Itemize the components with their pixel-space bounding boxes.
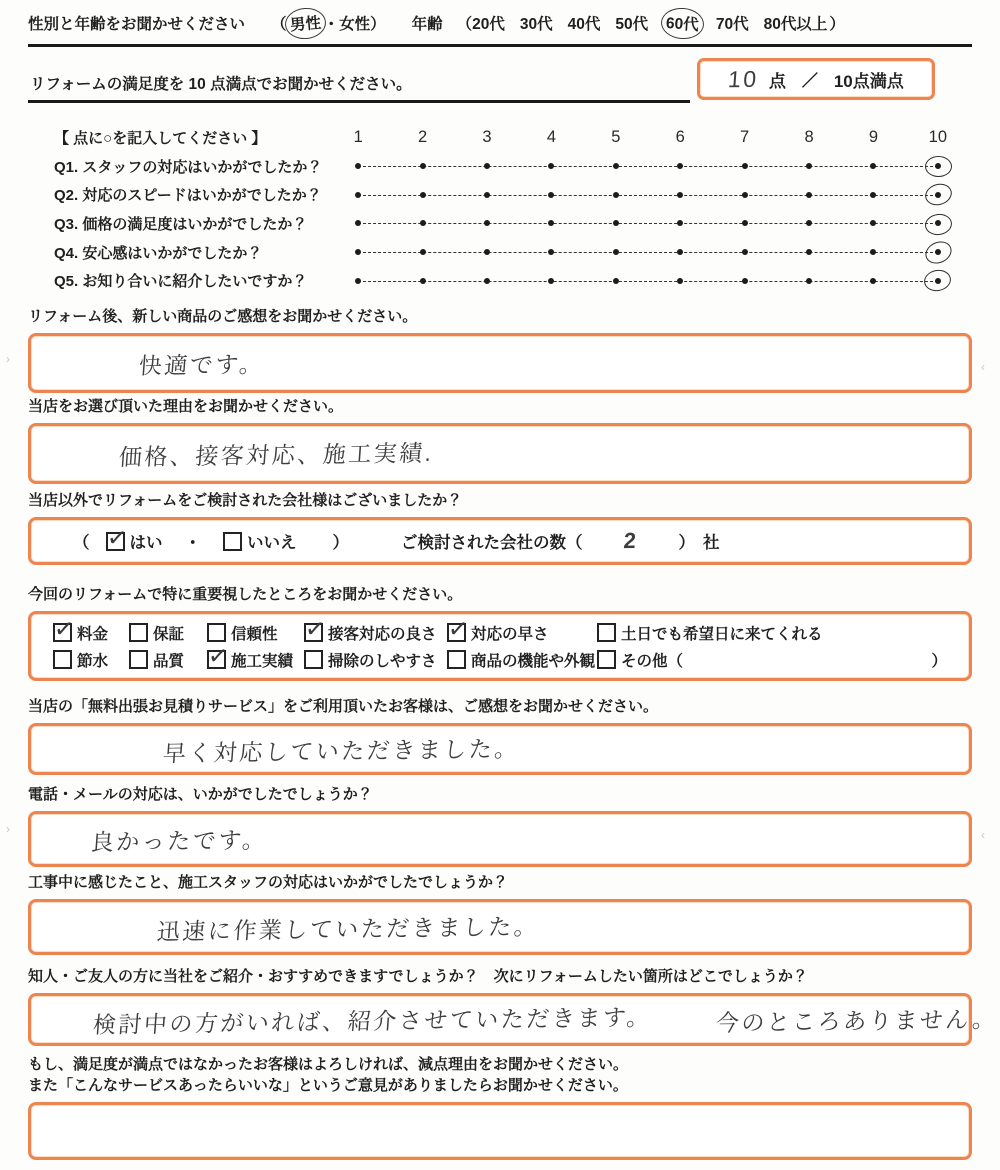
profile-row [28,12,972,47]
checkbox-checked[interactable] [447,623,466,642]
rating-dot [548,163,554,169]
rating-question-label: Q4. 安心感はいかがでしたか？ [54,244,263,262]
rating-point[interactable] [906,181,970,210]
rating-point[interactable] [326,181,390,210]
rating-point[interactable] [712,181,776,210]
qa-section [28,784,972,867]
rating-dot [355,220,361,226]
rating-point[interactable] [841,152,905,181]
rating-question-row [28,152,972,181]
priority-label: 品質 [153,652,185,670]
rating-point[interactable] [841,181,905,210]
satisfaction-question-label: リフォームの満足度を 10 点満点でお聞かせください。 [30,76,412,93]
rating-dot [420,220,426,226]
rating-point[interactable] [841,266,905,295]
gender-option[interactable]: 女性 [339,16,371,33]
rating-dot [355,278,361,284]
priority-item[interactable] [447,622,597,644]
rating-point[interactable] [712,152,776,181]
qa-section-label: 工事中に感じたこと、施工スタッフの対応はいかがでしたでしょうか？ [28,874,509,891]
rating-point[interactable] [841,209,905,238]
rating-dots [326,238,970,267]
rating-point[interactable] [648,181,712,210]
rating-dot [806,249,812,255]
option-separator: ・ [184,534,201,552]
rating-point[interactable] [390,152,454,181]
rating-scale [326,181,970,210]
rating-point[interactable] [648,209,712,238]
rating-dot [742,278,748,284]
rating-point[interactable] [906,266,970,295]
rating-question-row [28,181,972,210]
rating-dot [420,192,426,198]
age-option[interactable]: 50代 [615,16,649,33]
checkbox-checked[interactable] [53,623,72,642]
scan-artifact-arrow: ‹ [981,828,985,842]
rating-scale [326,152,970,181]
close-paren: ） [332,534,349,552]
rating-point[interactable] [712,209,776,238]
profile-question-label: 性別と年齢をお聞かせください [28,16,246,33]
scan-artifact-arrow: › [6,352,10,366]
priority-label: その他（ [621,652,684,670]
rating-point[interactable] [712,238,776,267]
rating-dot [742,220,748,226]
no-label: いいえ [247,534,297,552]
satisfaction-score-unit: 点 [768,71,786,91]
rating-point[interactable] [519,266,583,295]
priority-label: 施工実績 [231,652,294,670]
rating-point[interactable] [777,266,841,295]
qa-section-label: リフォーム後、新しい商品のご感想をお聞かせください。 [28,308,418,325]
rating-point[interactable] [326,209,390,238]
priority-item[interactable] [53,649,129,671]
qa-section-label-line2: また「こんなサービスあったらいいな」というご意見がありましたらお聞かせください。 [28,1077,628,1094]
rating-point[interactable] [777,238,841,267]
rating-dot [484,220,490,226]
age-options: （20代 30代 40代 50代 60代 70代 80代以上 ） [457,16,845,33]
checkbox-unchecked[interactable] [597,650,616,669]
rating-scale [326,266,970,295]
rating-point[interactable] [906,152,970,181]
qa-section-label: もし、満足度が満点ではなかったお客様はよろしければ、減点理由をお聞かせください。 [28,1056,629,1073]
rating-dot [355,163,361,169]
qa-section-label: 電話・メールの対応は、いかがでしたでしょうか？ [28,786,373,803]
rating-point[interactable] [906,238,970,267]
priority-item[interactable] [304,649,447,671]
priority-label: 保証 [153,625,185,643]
rating-rows [28,152,972,295]
rating-point[interactable] [648,238,712,267]
rating-point[interactable] [648,266,712,295]
checkbox-unchecked[interactable] [447,650,466,669]
priority-label: 土日でも希望日に来てくれる [621,625,823,643]
age-option[interactable]: 60代 [660,7,705,41]
priority-item[interactable] [597,649,947,671]
qa-answer-box[interactable] [28,899,972,955]
rating-dot [548,220,554,226]
rating-dot [613,192,619,198]
priority-label: 信頼性 [231,625,278,643]
rating-dot [742,249,748,255]
rating-dot [677,163,683,169]
rating-point[interactable] [584,266,648,295]
priority-item[interactable] [129,622,207,644]
satisfaction-underline [28,100,690,103]
rating-grid [28,122,972,295]
rating-dot [870,220,876,226]
rating-dot [677,220,683,226]
checkbox-checked[interactable] [304,623,323,642]
checkbox-unchecked[interactable] [129,623,148,642]
scale-number: 6 [675,127,685,146]
qa-answer-box[interactable] [28,1102,972,1160]
rating-point[interactable] [455,238,519,267]
rating-dot [355,249,361,255]
rating-instruction: 【 点に○を記入してください 】 [54,129,267,147]
scan-artifact-arrow: › [6,822,10,836]
satisfaction-max-label: 10点満点 [833,71,904,91]
qa-handwritten-answer: 早く対応していただきました。 [161,734,521,767]
qa-section [28,1054,972,1160]
company-answer-box[interactable] [28,517,972,565]
rating-point[interactable] [455,209,519,238]
rating-question-row [28,209,972,238]
gender-options: （ 男性 ・女性） [271,16,386,33]
rating-dots [326,209,970,238]
age-option[interactable]: 30代 [519,16,553,33]
qa-answer-box[interactable] [28,423,972,484]
scan-artifact-arrow: ‹ [981,360,985,374]
age-option[interactable]: 40代 [567,16,601,33]
priority-item[interactable] [53,622,129,644]
rating-selected-circle [922,237,955,267]
scale-number: 9 [868,127,879,146]
qa-answer-box[interactable] [28,333,972,393]
rating-point[interactable] [455,152,519,181]
priorities-answer-box [28,611,972,681]
rating-point[interactable] [519,181,583,210]
rating-question-label: Q5. お知り合いに紹介したいですか？ [54,273,308,291]
rating-dot [870,163,876,169]
checkbox-unchecked[interactable] [304,650,323,669]
company-count-label: ご検討された会社の数（ [401,534,583,552]
rating-point[interactable] [584,209,648,238]
rating-point[interactable] [648,152,712,181]
rating-dot [548,249,554,255]
rating-point[interactable] [455,181,519,210]
rating-point[interactable] [390,266,454,295]
yes-label: はい [129,534,163,552]
scale-number: 3 [482,127,492,146]
rating-header-row [28,122,972,152]
rating-point[interactable] [584,152,648,181]
rating-scale-header [326,128,970,147]
yes-checkbox[interactable] [106,532,125,551]
checkbox-unchecked[interactable] [597,623,616,642]
rating-dots [326,181,970,210]
rating-selected-circle [925,156,952,177]
priority-label: 料金 [77,625,109,643]
rating-dot [677,249,683,255]
rating-question-row [28,266,972,295]
scale-number: 4 [546,127,557,146]
rating-question-label: Q3. 価格の満足度はいかがでしたか？ [54,215,308,233]
satisfaction-score-box[interactable] [697,58,935,100]
priority-item[interactable] [304,622,447,644]
qa-answer-box[interactable] [28,723,972,775]
company-count-close-paren: ） [678,534,695,552]
rating-dot [355,192,361,198]
age-label: 年齢 [411,16,443,33]
scale-number: 7 [740,127,750,146]
priority-label: 商品の機能や外観 [471,652,596,670]
rating-dot [677,192,683,198]
qa-handwritten-answer: 快適です。 [137,350,266,379]
checkbox-unchecked[interactable] [207,623,226,642]
open-paren: （ [73,534,90,552]
company-question-label: 当店以外でリフォームをご検討された会社様はございましたか？ [28,492,463,509]
priority-label: 掃除のしやすさ [328,652,437,670]
priority-label: 対応の早さ [471,625,549,643]
rating-scale [326,238,970,267]
priority-item[interactable] [597,622,947,644]
age-option[interactable]: 80代以上 [763,16,828,33]
gender-option[interactable]: 男性 [283,6,327,40]
rating-point[interactable] [326,266,390,295]
rating-dot [613,278,619,284]
rating-point[interactable] [326,152,390,181]
rating-point[interactable] [777,181,841,210]
satisfaction-score-separator: ／ [801,72,818,90]
rating-dot [806,163,812,169]
rating-dot [677,278,683,284]
rating-dot [484,163,490,169]
rating-question-label: Q1. スタッフの対応はいかがでしたか？ [54,158,323,176]
rating-dot [484,249,490,255]
scale-number: 10 [928,127,948,146]
qa-handwritten-answer: 今のところありません。 [715,1006,999,1036]
scale-number: 2 [418,127,428,146]
company-section [28,490,972,565]
rating-point[interactable] [326,238,390,267]
rating-dot [420,249,426,255]
priority-label: 節水 [77,652,109,670]
rating-selected-circle [922,268,952,293]
qa-section [28,966,999,1046]
rating-point[interactable] [841,238,905,267]
rating-dot [613,163,619,169]
rating-point[interactable] [777,152,841,181]
priorities-section [28,584,972,681]
rating-point[interactable] [519,209,583,238]
rating-dot [806,192,812,198]
rating-dot [420,278,426,284]
rating-question-row [28,238,972,267]
scale-number: 5 [611,127,621,146]
priority-item[interactable] [207,622,304,644]
checkbox-unchecked[interactable] [53,650,72,669]
qa-section [28,872,972,955]
qa-section-label: 当店をお選び頂いた理由をお聞かせください。 [28,398,344,415]
rating-dot [420,163,426,169]
company-count-unit: 社 [703,534,720,552]
checkbox-checked[interactable] [207,650,226,669]
priority-item[interactable] [447,649,597,671]
rating-dot [806,278,812,284]
qa-handwritten-answer: 良かったです。 [89,826,269,855]
rating-point[interactable] [712,266,776,295]
rating-point[interactable] [455,266,519,295]
priority-item[interactable] [129,649,207,671]
rating-point[interactable] [584,238,648,267]
priority-row [53,619,947,646]
qa-answer-box[interactable] [28,993,999,1046]
rating-point[interactable] [584,181,648,210]
qa-handwritten-answer: 検討中の方がいれば、紹介させていただきます。 [91,1004,653,1038]
rating-point[interactable] [519,238,583,267]
rating-dot [484,278,490,284]
company-count-value[interactable]: 2 [622,527,639,554]
rating-point[interactable] [519,152,583,181]
rating-point[interactable] [777,209,841,238]
priority-label: 接客対応の良さ [328,625,437,643]
rating-question-label: Q2. 対応のスピードはいかがでしたか？ [54,187,322,205]
rating-dot [742,192,748,198]
rating-dot [870,192,876,198]
qa-section [28,306,972,393]
priority-row [53,646,947,673]
scale-number: 8 [804,127,814,146]
rating-dot [548,192,554,198]
rating-point[interactable] [906,209,970,238]
qa-section [28,696,972,775]
rating-point[interactable] [390,209,454,238]
rating-point[interactable] [390,181,454,210]
rating-dot [870,278,876,284]
checkbox-unchecked[interactable] [129,650,148,669]
scale-number: 1 [353,127,363,146]
priority-item[interactable] [207,649,304,671]
rating-dot [613,220,619,226]
qa-section [28,396,972,484]
qa-handwritten-answer: 迅速に作業していただきました。 [155,912,541,945]
rating-dot [548,278,554,284]
no-checkbox[interactable] [223,532,242,551]
rating-dot [484,192,490,198]
qa-handwritten-answer: 価格、接客対応、施工実績. [117,439,435,471]
rating-selected-circle [922,181,954,209]
priority-close-paren: ） [931,652,947,670]
rating-point[interactable] [390,238,454,267]
satisfaction-score-value: 10 [727,65,760,92]
rating-dots [326,266,970,295]
rating-dots [326,152,970,181]
age-option[interactable]: 70代 [715,16,749,33]
rating-dot [613,249,619,255]
rating-dot [806,220,812,226]
rating-dot [870,249,876,255]
rating-scale [326,209,970,238]
rating-dot [742,163,748,169]
rating-selected-circle [924,213,954,238]
qa-section-label: 当店の「無料出張お見積りサービス」をご利用頂いたお客様は、ご感想をお聞かせください。 [28,698,659,715]
age-option[interactable]: 20代 [472,16,505,33]
priorities-question-label: 今回のリフォームで特に重要視したところをお聞かせください。 [28,586,463,603]
qa-answer-box[interactable] [28,811,972,867]
qa-section-label: 知人・ご友人の方に当社をご紹介・おすすめできますでしょうか？ 次にリフォームしたい箇所はどこでしょうか？ [28,968,808,985]
